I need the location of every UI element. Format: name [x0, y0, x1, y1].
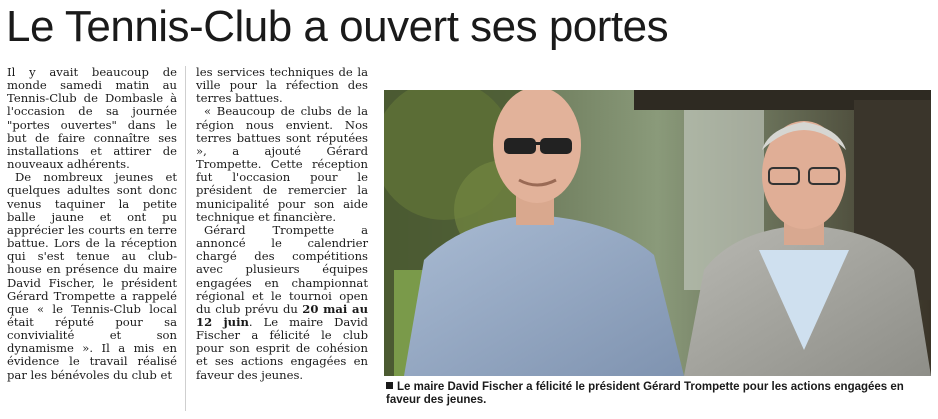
- photo-caption: [386, 381, 932, 407]
- paragraph-text: Gérard Trompette a annoncé le calendrier chargé des compétitions avec plusieurs équipes engagées en championnat régional et le tournoi open du club prévu du: [196, 222, 368, 316]
- caption-bullet-icon: [386, 382, 393, 389]
- headline: Le Tennis-Club a ouvert ses portes: [6, 2, 669, 51]
- paragraph: De nombreux jeunes et quelques adultes sont donc venus taquiner la petite balle jaune et ont pu apprécier les courts en terre battue. Lors de la réception qui s'est tenue au club-house en présence du maire David Fischer, le président Gérard Trompette a rappelé que « le Tennis-Club local était réputé pour sa convivialité et son dynamisme ». Il a mis en évidence le travail réalisé par les bénévoles du club et: [7, 170, 177, 382]
- article-column-1: [7, 66, 186, 411]
- paragraph: « Beaucoup de clubs de la région nous envient. Nos terres battues sont réputées », a ajouté Gérard Trompette. Cette réception fut l'occasion pour le président de remercier la municipalité pour son aide technique et financière.: [196, 104, 368, 224]
- paragraph: [196, 224, 368, 382]
- caption-text: Le maire David Fischer a félicité le président Gérard Trompette pour les actions engagées en faveur des jeunes.: [386, 381, 904, 406]
- article-photo: [384, 90, 931, 376]
- paragraph: les services techniques de la ville pour la réfection des terres battues.: [196, 65, 368, 106]
- article-column-2: [196, 66, 368, 382]
- paragraph-text: . Le maire David Fischer a félicité le club pour son esprit de cohésion et ses actions engagées en faveur des jeunes.: [196, 314, 368, 382]
- event-dates: 20 mai au 12 juin: [196, 301, 368, 329]
- paragraph: Il y avait beaucoup de monde samedi matin au Tennis-Club de Dombasle à l'occasion de sa journée "portes ouvertes" dans le but de faire connaître ses installations et attirer de nouveaux adhérents.: [7, 65, 177, 172]
